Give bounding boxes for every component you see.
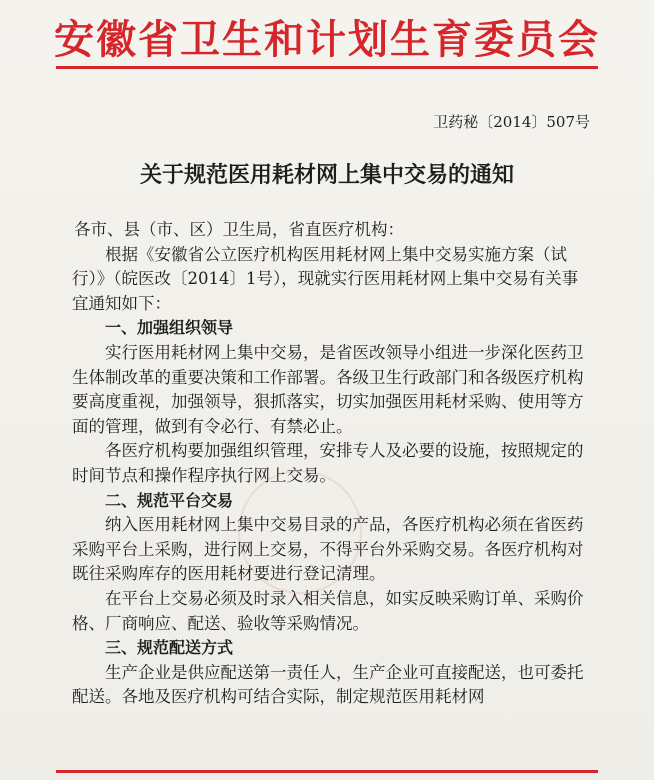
footer-red-rule <box>56 770 598 773</box>
section2-paragraph-1: 纳入医用耗材网上集中交易目录的产品，各医疗机构必须在省医药采购平台上采购，进行网上交易，不得平台外采购交易。各医疗机构对既往采购库存的医用耗材要进行登记清理。 <box>72 515 584 584</box>
section-heading-3: 三、规范配送方式 <box>105 638 234 658</box>
header-red-rule <box>56 66 598 69</box>
intro-paragraph: 根据《安徽省公立医疗机构医用耗材网上集中交易实施方案（试行）》（皖医改〔2014〕1号），现就实行医用耗材网上集中交易有关事宜通知如下： <box>72 244 579 313</box>
section2-paragraph-2: 在平台上交易必须及时录入相关信息，如实反映采购订单、采购价格、厂商响应、配送、验收等采购情况。 <box>72 588 584 633</box>
section3-paragraph-1: 生产企业是供应配送第一责任人，生产企业可直接配送，也可委托配送。各地及医疗机构可结合实际，制定规范医用耗材网 <box>72 662 584 707</box>
document-title: 关于规范医用耗材网上集中交易的通知 <box>139 162 514 188</box>
section-heading-1: 一、加强组织领导 <box>105 318 234 338</box>
section-heading-2: 二、规范平台交易 <box>105 490 234 510</box>
addressee: 各市、县（市、区）卫生局，省直医疗机构： <box>74 220 404 239</box>
issuing-organization: 安徽省卫生和计划生育委员会 <box>54 16 600 63</box>
document-body <box>72 218 592 710</box>
section1-paragraph-1: 实行医用耗材网上集中交易，是省医改领导小组进一步深化医药卫生体制改革的重要决策和工作部署。各级卫生行政部门和各级医疗机构要高度重视，加强领导，狠抓落实，切实加强医用耗材采购、使用等方面的管理，做到有令必行、有禁必止。 <box>72 342 584 436</box>
document-number: 卫药秘〔2014〕507号 <box>433 113 590 131</box>
section1-paragraph-2: 各医疗机构要加强组织管理，安排专人及必要的设施，按照规定的时间节点和操作程序执行网上交易。 <box>72 441 584 485</box>
